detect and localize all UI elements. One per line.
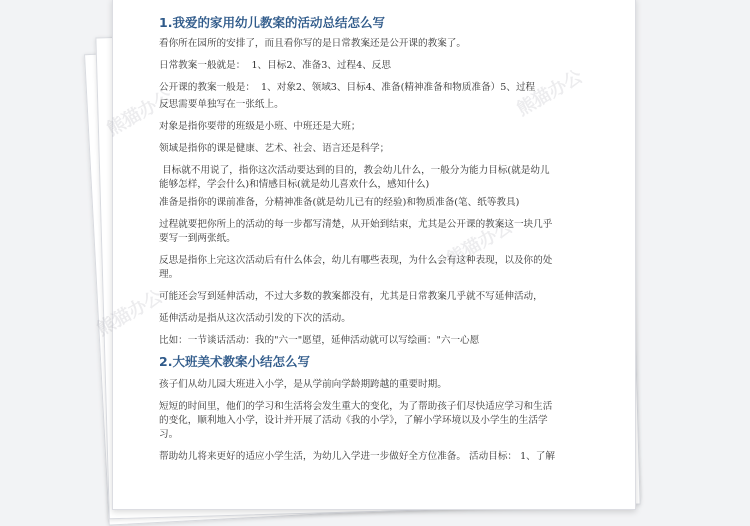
paragraph: 比如：一节谈话活动：我的"六一"愿望，延伸活动就可以写绘画："六一心愿: [159, 335, 480, 346]
document-page: [93, 0, 636, 510]
paragraph: 对象是指你要带的班级是小班、中班还是大班；: [159, 121, 361, 132]
document-body: [159, 13, 619, 464]
paragraph: 反思需要单独写在一张纸上。: [159, 99, 284, 110]
watermark: 熊猫办公: [443, 216, 517, 271]
paragraph: 过程就要把你所上的活动的每一步都写清楚，从开始到结束，尤其是公开课的教案这一块几乎 要写一到两张纸。: [159, 219, 553, 244]
paragraph: 准备是指你的课前准备，分精神准备(就是幼儿已有的经验)和物质准备(笔、纸等教具): [159, 197, 520, 208]
paragraph: 领域是指你的课是健康、艺术、社会、语言还是科学；: [159, 143, 390, 154]
paragraph: 目标就不用说了，指你这次活动要达到的目的，教会幼儿什么，一般分为能力目标(就是幼儿 能够怎样，学会什么)和情感目标(就是幼儿喜欢什么，感知什么): [159, 165, 550, 190]
paragraph: 看你所在园所的安排了，而且看你写的是日常教案还是公开课的教案了。: [159, 38, 466, 49]
watermark: 熊猫办公: [93, 286, 167, 341]
paragraph: 反思是指你上完这次活动后有什么体会，幼儿有哪些表现，为什么会有这种表现，以及你的处 理。: [159, 255, 553, 280]
section-heading-1: 1.我爱的家用幼儿教案的活动总结怎么写: [159, 15, 385, 30]
paragraph: 日常教案一般就是： 1、目标2、准备3、过程4、反思: [159, 60, 391, 71]
section-heading-2: 2.大班美术教案小结怎么写: [159, 354, 310, 369]
paragraph: 帮助幼儿将来更好的适应小学生活，为幼儿入学进一步做好全方位准备。 活动目标： 1、了解: [159, 451, 555, 462]
watermark: 熊猫办公: [103, 86, 177, 141]
paragraph: 孩子们从幼儿园大班进入小学，是从学前向学龄期跨越的重要时期。: [159, 379, 447, 390]
watermark: 熊猫办公: [513, 66, 587, 121]
paragraph: 短短的时间里，他们的学习和生活将会发生重大的变化，为了帮助孩子们尽快适应学习和生活 的变化，顺利地入小学，设计并开展了活动《我的小学》，了解小学环境以及小学生的生活学 习。: [159, 401, 553, 440]
paragraph: 公开课的教案一般是： 1、对象2、领域3、目标4、准备(精神准备和物质准备）5、过程: [159, 82, 536, 93]
paragraph: 延伸活动是指从这次活动引发的下次的活动。: [159, 313, 351, 324]
paragraph: 可能还会写到延伸活动，不过大多数的教案都没有，尤其是日常教案几乎就不写延伸活动，: [159, 291, 543, 302]
